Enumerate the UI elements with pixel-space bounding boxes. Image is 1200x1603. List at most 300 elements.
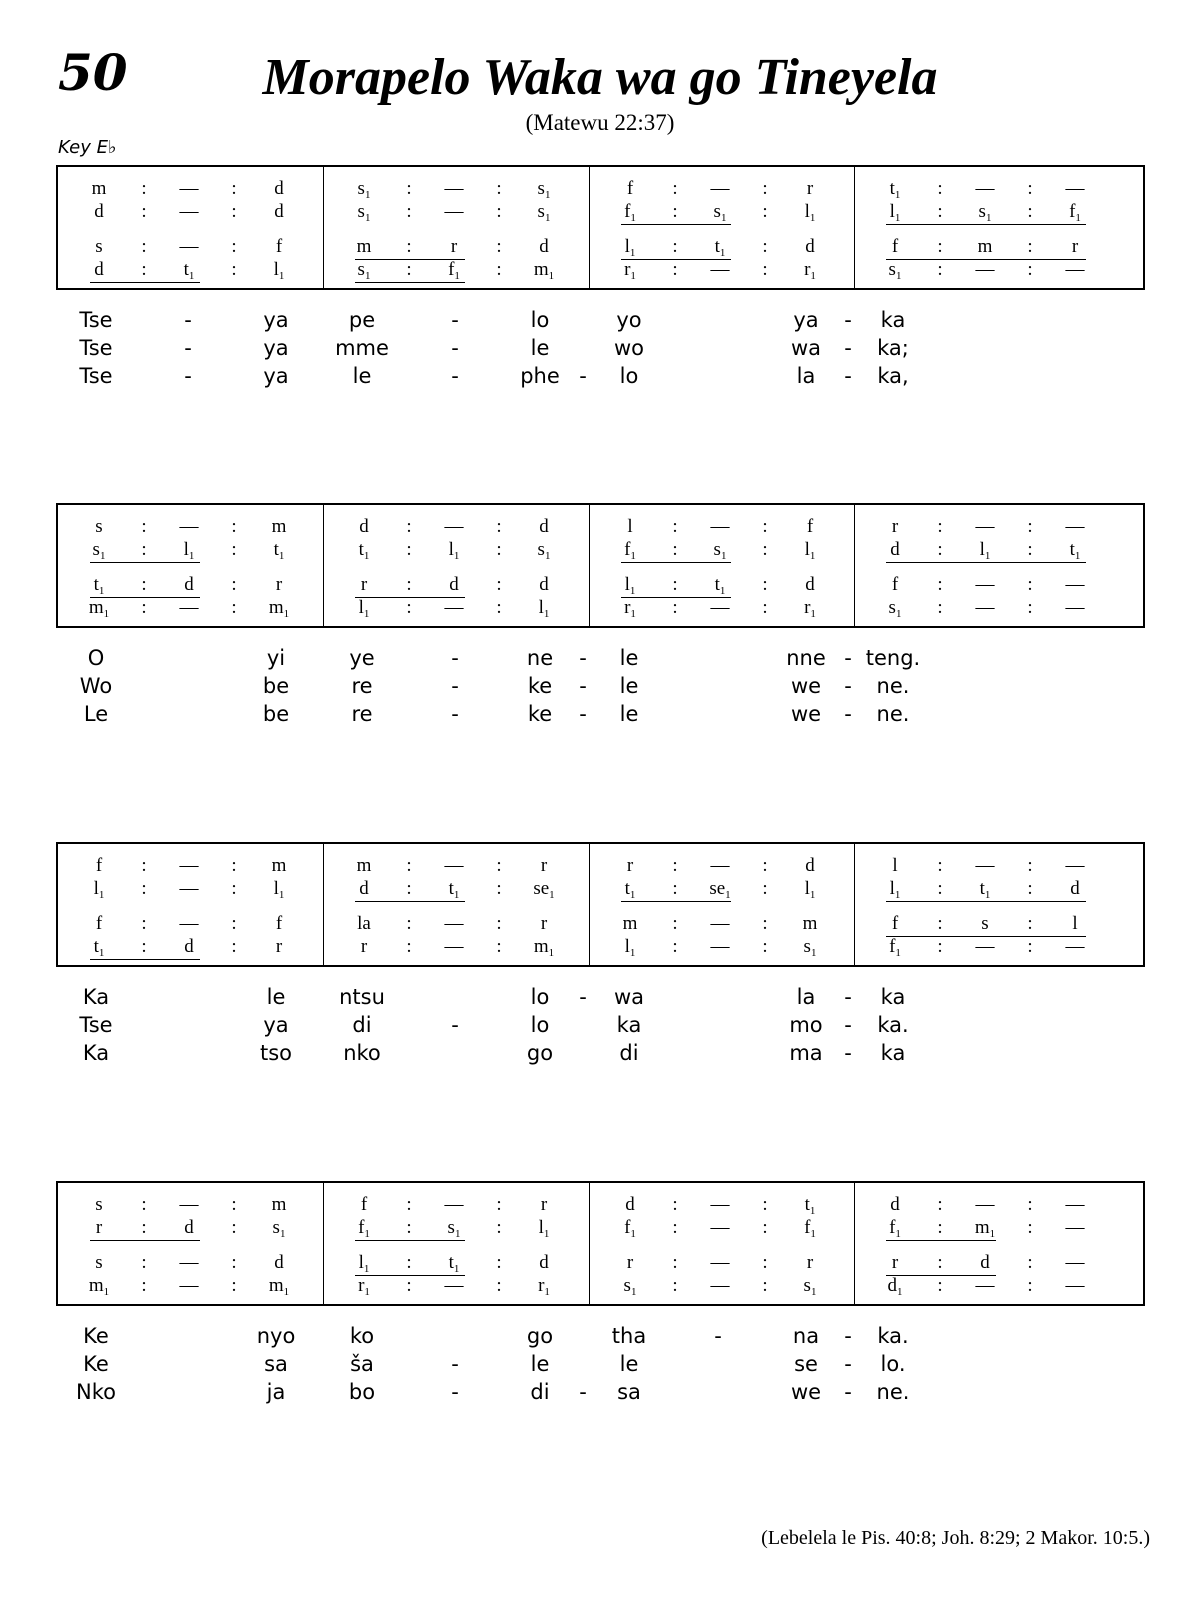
beat-separator: : xyxy=(1027,516,1033,537)
solfa-note: m xyxy=(356,855,372,876)
lyric-syllable: ka xyxy=(880,985,906,1009)
solfa-note: $s_1$ xyxy=(623,1275,637,1298)
music-system-3 xyxy=(56,842,1145,967)
lyric-syllable: re xyxy=(351,702,373,726)
solfa-note: $f_1$ xyxy=(448,259,460,282)
hold-dash: — xyxy=(1065,1252,1085,1273)
beat-separator: : xyxy=(231,516,237,537)
beat-separator: : xyxy=(937,1194,943,1215)
solfa-note: r xyxy=(540,1194,548,1215)
lyric-syllable: ne. xyxy=(876,674,910,698)
lyric-syllable: ntsu xyxy=(339,985,385,1009)
hold-dash: — xyxy=(179,1252,199,1273)
solfa-note: $l_1$ xyxy=(889,878,901,901)
solfa-note: $r_1$ xyxy=(538,1275,550,1298)
beat-separator: : xyxy=(1027,1275,1033,1296)
hold-dash: — xyxy=(179,878,199,899)
lyric-syllable: ne. xyxy=(876,702,910,726)
beat-separator: : xyxy=(937,259,943,280)
barline xyxy=(854,844,855,965)
lyric-syllable: yi xyxy=(266,646,286,670)
beat-separator: : xyxy=(672,516,678,537)
beat-separator: : xyxy=(231,259,237,280)
lyric-hyphen: - xyxy=(844,364,852,388)
solfa-note: d xyxy=(94,259,104,280)
beat-separator: : xyxy=(937,855,943,876)
beat-separator: : xyxy=(672,178,678,199)
beat-underline xyxy=(355,597,465,598)
solfa-note: $f_1$ xyxy=(889,936,901,959)
lyric-syllable: mo xyxy=(789,1013,823,1037)
beat-underline xyxy=(886,1240,996,1241)
beat-separator: : xyxy=(231,597,237,618)
beat-separator: : xyxy=(762,259,768,280)
lyric-syllable: tha xyxy=(611,1324,647,1348)
beat-separator: : xyxy=(762,878,768,899)
solfa-note: m xyxy=(622,913,638,934)
solfa-note: r xyxy=(275,574,283,595)
hold-dash: — xyxy=(1065,1217,1085,1238)
beat-separator: : xyxy=(141,878,147,899)
lyric-hyphen: - xyxy=(714,1324,722,1348)
beat-separator: : xyxy=(141,539,147,560)
lyric-syllable: le xyxy=(619,646,639,670)
lyric-syllable: la xyxy=(796,364,816,388)
hold-dash: — xyxy=(975,259,995,280)
beat-separator: : xyxy=(141,913,147,934)
lyric-syllable: ka; xyxy=(877,336,909,360)
solfa-note: $l_1$ xyxy=(624,936,636,959)
beat-separator: : xyxy=(1027,1252,1033,1273)
solfa-note: $s_1$ xyxy=(803,936,817,959)
solfa-note: $s_1$ xyxy=(357,178,371,201)
solfa-note: d xyxy=(890,539,900,560)
lyric-syllable: ka. xyxy=(877,1013,909,1037)
beat-separator: : xyxy=(937,236,943,257)
beat-separator: : xyxy=(496,855,502,876)
solfa-note: l xyxy=(1072,913,1078,934)
beat-separator: : xyxy=(141,259,147,280)
solfa-note: $s_1$ xyxy=(888,259,902,282)
lyric-syllable: Ke xyxy=(83,1324,109,1348)
solfa-note: $s_1$ xyxy=(888,597,902,620)
hold-dash: — xyxy=(179,913,199,934)
solfa-note: r xyxy=(360,936,368,957)
lyric-syllable: ne xyxy=(526,646,554,670)
lyric-hyphen: - xyxy=(844,702,852,726)
solfa-note: r xyxy=(450,236,458,257)
beat-underline xyxy=(355,282,465,283)
solfa-note: d xyxy=(539,236,549,257)
solfa-note: $r_1$ xyxy=(624,259,636,282)
lyric-hyphen: - xyxy=(451,1352,459,1376)
key-signature: Key E♭ xyxy=(58,137,117,158)
lyric-syllable: ka, xyxy=(877,364,909,388)
beat-separator: : xyxy=(672,1252,678,1273)
lyric-syllable: le xyxy=(266,985,286,1009)
hold-dash: — xyxy=(444,201,464,222)
beat-separator: : xyxy=(141,1217,147,1238)
lyric-syllable: se xyxy=(794,1352,818,1376)
hold-dash: — xyxy=(710,913,730,934)
lyric-syllable: ke xyxy=(527,674,553,698)
solfa-note: f xyxy=(806,516,814,537)
solfa-note: f xyxy=(360,1194,368,1215)
solfa-note: $m_1$ xyxy=(974,1217,996,1240)
barline xyxy=(323,1183,324,1304)
solfa-note: s xyxy=(981,913,989,934)
solfa-note: r xyxy=(626,1252,634,1273)
beat-underline xyxy=(355,259,465,260)
solfa-note: d xyxy=(184,1217,194,1238)
hold-dash: — xyxy=(179,236,199,257)
solfa-note: $r_1$ xyxy=(358,1275,370,1298)
hold-dash: — xyxy=(1065,597,1085,618)
solfa-note: $d_1$ xyxy=(887,1275,903,1298)
solfa-note: s xyxy=(95,516,103,537)
hold-dash: — xyxy=(710,1252,730,1273)
beat-separator: : xyxy=(406,1194,412,1215)
lyric-hyphen: - xyxy=(451,1380,459,1404)
solfa-note: $t_1$ xyxy=(714,236,726,259)
beat-separator: : xyxy=(406,236,412,257)
beat-separator: : xyxy=(762,1194,768,1215)
lyric-syllable: Wo xyxy=(79,674,113,698)
solfa-note: d xyxy=(539,516,549,537)
beat-underline xyxy=(90,562,200,563)
beat-separator: : xyxy=(231,1194,237,1215)
solfa-note: $se_1$ xyxy=(709,878,731,901)
lyric-syllable: sa xyxy=(617,1380,641,1404)
beat-separator: : xyxy=(496,1252,502,1273)
music-system-1 xyxy=(56,165,1145,290)
lyric-syllable: le xyxy=(619,1352,639,1376)
lyric-syllable: phe xyxy=(520,364,560,388)
solfa-note: $m_1$ xyxy=(88,597,110,620)
hold-dash: — xyxy=(1065,178,1085,199)
beat-separator: : xyxy=(1027,913,1033,934)
solfa-note: $l_1$ xyxy=(93,878,105,901)
lyric-syllable: pe xyxy=(348,308,376,332)
solfa-note: r xyxy=(540,913,548,934)
beat-separator: : xyxy=(672,913,678,934)
solfa-note: l xyxy=(892,855,898,876)
solfa-note: d xyxy=(274,201,284,222)
beat-separator: : xyxy=(496,259,502,280)
beat-separator: : xyxy=(406,539,412,560)
solfa-note: $m_1$ xyxy=(268,1275,290,1298)
lyric-hyphen: - xyxy=(844,1324,852,1348)
beat-separator: : xyxy=(406,1217,412,1238)
solfa-note: $r_1$ xyxy=(804,597,816,620)
solfa-note: r xyxy=(626,855,634,876)
solfa-note: $t_1$ xyxy=(1069,539,1081,562)
solfa-note: d xyxy=(359,516,369,537)
lyric-syllable: Nko xyxy=(76,1380,116,1404)
lyric-syllable: ka xyxy=(880,308,906,332)
solfa-note: $s_1$ xyxy=(272,1217,286,1240)
hold-dash: — xyxy=(179,178,199,199)
solfa-note: d xyxy=(274,1252,284,1273)
hold-dash: — xyxy=(444,855,464,876)
hold-dash: — xyxy=(444,936,464,957)
hold-dash: — xyxy=(444,597,464,618)
solfa-note: r xyxy=(891,1252,899,1273)
hold-dash: — xyxy=(179,201,199,222)
hold-dash: — xyxy=(975,1275,995,1296)
solfa-note: $l_1$ xyxy=(804,201,816,224)
hold-dash: — xyxy=(975,178,995,199)
lyric-hyphen: - xyxy=(579,646,587,670)
beat-separator: : xyxy=(496,201,502,222)
hold-dash: — xyxy=(710,1275,730,1296)
beat-separator: : xyxy=(1027,855,1033,876)
beat-separator: : xyxy=(496,878,502,899)
lyric-hyphen: - xyxy=(844,674,852,698)
beat-separator: : xyxy=(231,1217,237,1238)
hold-dash: — xyxy=(444,913,464,934)
lyric-hyphen: - xyxy=(844,308,852,332)
beat-separator: : xyxy=(406,178,412,199)
solfa-note: f xyxy=(95,855,103,876)
lyric-syllable: le xyxy=(530,336,550,360)
barline xyxy=(854,167,855,288)
beat-separator: : xyxy=(496,1275,502,1296)
beat-separator: : xyxy=(406,936,412,957)
hold-dash: — xyxy=(1065,1275,1085,1296)
solfa-note: $se_1$ xyxy=(533,878,555,901)
beat-separator: : xyxy=(762,178,768,199)
beat-separator: : xyxy=(406,259,412,280)
solfa-note: m xyxy=(356,236,372,257)
lyric-hyphen: - xyxy=(579,702,587,726)
hold-dash: — xyxy=(710,597,730,618)
beat-underline xyxy=(621,562,731,563)
hold-dash: — xyxy=(444,1194,464,1215)
solfa-note: $l_1$ xyxy=(979,539,991,562)
beat-separator: : xyxy=(672,1217,678,1238)
lyric-syllable: we xyxy=(790,674,822,698)
beat-separator: : xyxy=(762,913,768,934)
barline xyxy=(854,505,855,626)
beat-separator: : xyxy=(937,178,943,199)
beat-separator: : xyxy=(406,855,412,876)
beat-underline xyxy=(621,901,731,902)
lyric-syllable: ya xyxy=(263,308,289,332)
beat-separator: : xyxy=(672,574,678,595)
lyric-syllable: Tse xyxy=(79,336,113,360)
lyric-syllable: nyo xyxy=(256,1324,296,1348)
beat-separator: : xyxy=(141,855,147,876)
beat-separator: : xyxy=(672,539,678,560)
beat-separator: : xyxy=(937,201,943,222)
lyric-syllable: nko xyxy=(343,1041,381,1065)
solfa-note: $l_1$ xyxy=(804,878,816,901)
lyric-syllable: go xyxy=(526,1324,554,1348)
solfa-note: d xyxy=(184,574,194,595)
beat-separator: : xyxy=(406,878,412,899)
beat-separator: : xyxy=(762,855,768,876)
solfa-note: m xyxy=(977,236,993,257)
barline xyxy=(589,844,590,965)
lyric-syllable: lo xyxy=(530,1013,550,1037)
solfa-note: $s_1$ xyxy=(803,1275,817,1298)
beat-separator: : xyxy=(937,597,943,618)
beat-separator: : xyxy=(937,574,943,595)
lyric-hyphen: - xyxy=(451,674,459,698)
solfa-note: m xyxy=(271,855,287,876)
solfa-note: $l_1$ xyxy=(273,259,285,282)
lyric-syllable: wa xyxy=(613,985,645,1009)
beat-separator: : xyxy=(672,1275,678,1296)
solfa-note: $s_1$ xyxy=(357,259,371,282)
beat-separator: : xyxy=(406,574,412,595)
footer-references: (Lebelela le Pis. 40:8; Joh. 8:29; 2 Makor. 10:5.) xyxy=(761,1527,1150,1549)
solfa-note: s xyxy=(95,1252,103,1273)
lyric-syllable: we xyxy=(790,1380,822,1404)
solfa-note: d xyxy=(184,936,194,957)
hold-dash: — xyxy=(444,178,464,199)
lyric-syllable: le xyxy=(619,674,639,698)
solfa-note: $t_1$ xyxy=(448,878,460,901)
lyric-syllable: lo xyxy=(530,308,550,332)
beat-separator: : xyxy=(231,1252,237,1273)
solfa-note: $m_1$ xyxy=(268,597,290,620)
beat-separator: : xyxy=(1027,178,1033,199)
beat-separator: : xyxy=(231,936,237,957)
solfa-note: d xyxy=(449,574,459,595)
solfa-note: $t_1$ xyxy=(804,1194,816,1217)
lyric-hyphen: - xyxy=(184,364,192,388)
solfa-note: r xyxy=(1071,236,1079,257)
hold-dash: — xyxy=(444,1275,464,1296)
solfa-note: $l_1$ xyxy=(804,539,816,562)
barline xyxy=(589,1183,590,1304)
beat-separator: : xyxy=(937,936,943,957)
solfa-note: d xyxy=(980,1252,990,1273)
solfa-note: $l_1$ xyxy=(448,539,460,562)
hold-dash: — xyxy=(179,597,199,618)
beat-separator: : xyxy=(406,597,412,618)
solfa-note: $l_1$ xyxy=(538,597,550,620)
beat-separator: : xyxy=(762,1217,768,1238)
beat-separator: : xyxy=(141,1252,147,1273)
hold-dash: — xyxy=(179,1194,199,1215)
lyric-hyphen: - xyxy=(451,364,459,388)
lyric-syllable: bo xyxy=(348,1380,376,1404)
beat-separator: : xyxy=(937,1275,943,1296)
beat-separator: : xyxy=(762,539,768,560)
solfa-note: $l_1$ xyxy=(624,236,636,259)
lyric-syllable: ya xyxy=(793,308,819,332)
barline xyxy=(854,1183,855,1304)
music-system-2 xyxy=(56,503,1145,628)
solfa-note: f xyxy=(275,913,283,934)
beat-separator: : xyxy=(937,516,943,537)
lyric-syllable: O xyxy=(87,646,105,670)
beat-separator: : xyxy=(231,878,237,899)
beat-separator: : xyxy=(1027,259,1033,280)
beat-separator: : xyxy=(762,1275,768,1296)
solfa-note: d xyxy=(359,878,369,899)
solfa-note: m xyxy=(271,1194,287,1215)
solfa-note: $l_1$ xyxy=(273,878,285,901)
solfa-note: d xyxy=(890,1194,900,1215)
hold-dash: — xyxy=(179,516,199,537)
solfa-note: $s_1$ xyxy=(447,1217,461,1240)
beat-separator: : xyxy=(1027,236,1033,257)
solfa-note: r xyxy=(95,1217,103,1238)
solfa-note: d xyxy=(805,855,815,876)
lyric-syllable: Le xyxy=(83,702,109,726)
solfa-note: $t_1$ xyxy=(714,574,726,597)
beat-separator: : xyxy=(1027,201,1033,222)
lyric-hyphen: - xyxy=(451,308,459,332)
beat-underline xyxy=(90,597,200,598)
beat-separator: : xyxy=(762,1252,768,1273)
solfa-note: $l_1$ xyxy=(358,597,370,620)
solfa-note: $t_1$ xyxy=(624,878,636,901)
lyric-syllable: Ka xyxy=(82,985,110,1009)
solfa-note: d xyxy=(274,178,284,199)
hold-dash: — xyxy=(975,597,995,618)
solfa-note: m xyxy=(802,913,818,934)
music-system-4 xyxy=(56,1181,1145,1306)
lyric-syllable: tso xyxy=(259,1041,293,1065)
lyric-syllable: Ke xyxy=(83,1352,109,1376)
scripture-reference: (Matewu 22:37) xyxy=(525,110,675,135)
solfa-note: $s_1$ xyxy=(537,539,551,562)
beat-separator: : xyxy=(231,539,237,560)
lyric-syllable: ne. xyxy=(876,1380,910,1404)
lyric-hyphen: - xyxy=(844,1013,852,1037)
beat-separator: : xyxy=(496,574,502,595)
solfa-note: $m_1$ xyxy=(533,259,555,282)
solfa-note: d xyxy=(94,201,104,222)
lyric-syllable: na xyxy=(792,1324,820,1348)
beat-separator: : xyxy=(672,878,678,899)
hold-dash: — xyxy=(710,259,730,280)
lyric-hyphen: - xyxy=(579,364,587,388)
hold-dash: — xyxy=(975,516,995,537)
solfa-note: m xyxy=(271,516,287,537)
solfa-note: $f_1$ xyxy=(624,539,636,562)
beat-separator: : xyxy=(406,201,412,222)
solfa-note: $m_1$ xyxy=(88,1275,110,1298)
hold-dash: — xyxy=(710,936,730,957)
beat-separator: : xyxy=(496,516,502,537)
lyric-syllable: lo. xyxy=(880,1352,906,1376)
hold-dash: — xyxy=(1065,259,1085,280)
beat-separator: : xyxy=(937,539,943,560)
solfa-note: f xyxy=(275,236,283,257)
hymn-number: 50 xyxy=(58,43,128,102)
beat-separator: : xyxy=(496,597,502,618)
lyric-syllable: wa xyxy=(790,336,822,360)
solfa-note: f xyxy=(626,178,634,199)
lyric-syllable: ka. xyxy=(877,1324,909,1348)
lyric-syllable: yo xyxy=(616,308,642,332)
beat-separator: : xyxy=(672,855,678,876)
lyric-syllable: nne xyxy=(786,646,826,670)
beat-separator: : xyxy=(141,597,147,618)
solfa-note: f xyxy=(891,236,899,257)
beat-separator: : xyxy=(141,201,147,222)
lyric-syllable: re xyxy=(351,674,373,698)
beat-separator: : xyxy=(141,236,147,257)
beat-separator: : xyxy=(762,516,768,537)
beat-separator: : xyxy=(937,878,943,899)
